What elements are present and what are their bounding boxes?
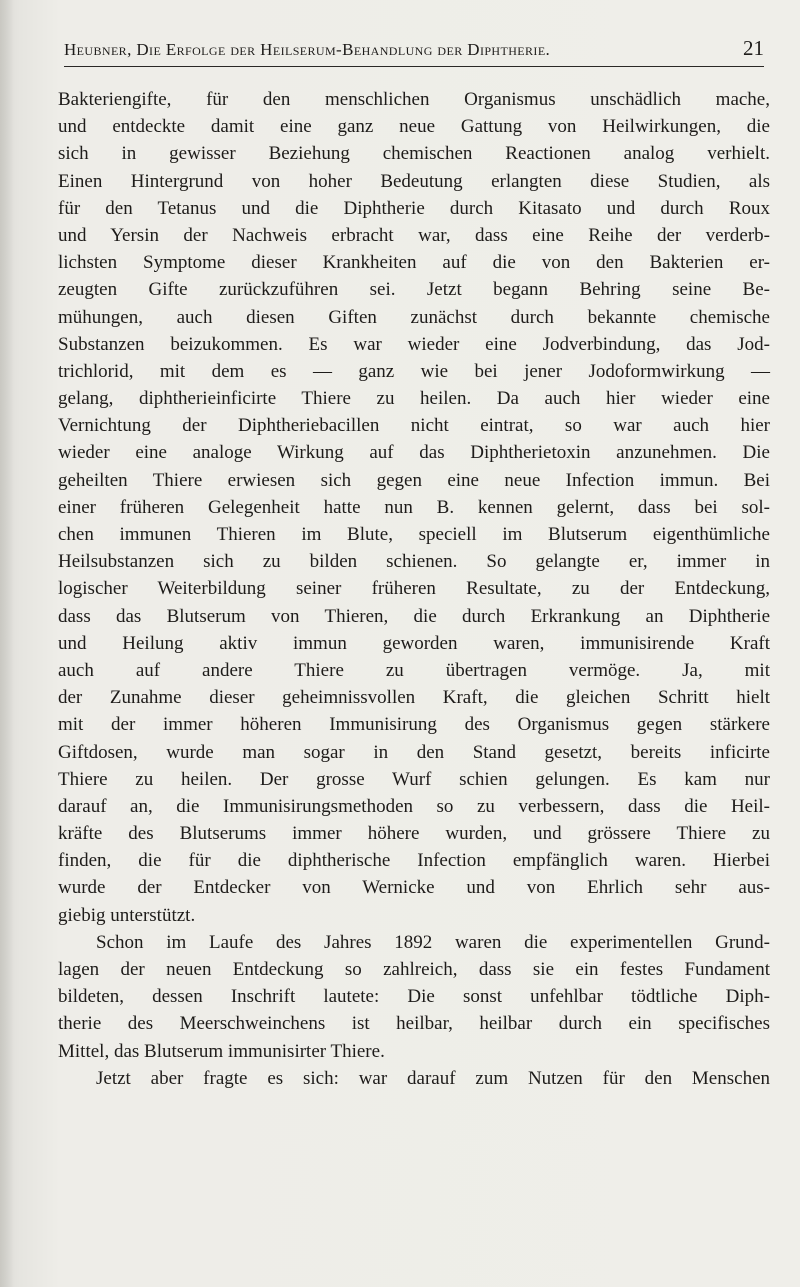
text-line: dass das Blutserum von Thieren, die durch Erkrankung an Diphtherie — [58, 605, 770, 627]
text-line: und entdeckte damit eine ganz neue Gattung von Heilwirkungen, die — [58, 116, 770, 138]
text-line: chen immunen Thieren im Blute, speciell im Blutserum eigenthümliche — [58, 524, 770, 545]
running-title: Heubner, Die Erfolge der Heilserum-Behandlung der Diphtherie. — [64, 40, 551, 59]
text-line: gelang, diphtherieinficirte Thiere zu heilen. Da auch hier wieder eine — [58, 388, 770, 410]
text-line: zeugten Gifte zurückzuführen sei. Jetzt begann Behring seine Be- — [58, 279, 770, 301]
text-line: therie des Meerschweinchens ist heilbar, heilbar durch ein specifisches — [58, 1013, 770, 1035]
text-line: und Yersin der Nachweis erbracht war, dass eine Reihe der verderb- — [58, 224, 770, 246]
text-line: sich in gewisser Beziehung chemischen Reactionen analog verhielt. — [58, 143, 770, 165]
text-line: mit der immer höheren Immunisirung des Organismus gegen stärkere — [58, 714, 770, 736]
text-line: logischer Weiterbildung seiner früheren Resultate, zu der Entdeckung, — [58, 578, 770, 600]
text-line: trichlorid, mit dem es — ganz wie bei jener Jodoformwirkung — — [58, 360, 770, 382]
text-line: der Zunahme dieser geheimnissvollen Kraft, die gleichen Schritt hielt — [58, 687, 770, 709]
text-line: Schon im Laufe des Jahres 1892 waren die experimentellen Grund- — [96, 931, 770, 953]
text-line: lagen der neuen Entdeckung so zahlreich, dass sie ein festes Fundament — [58, 959, 770, 980]
text-line: Bakteriengifte, für den menschlichen Organismus unschädlich mache, — [58, 89, 770, 110]
text-line: mühungen, auch diesen Giften zunächst durch bekannte chemische — [58, 306, 770, 328]
text-line: geheilten Thiere erwiesen sich gegen eine neue Infection immun. Bei — [58, 469, 770, 491]
text-line: einer früheren Gelegenheit hatte nun B. kennen gelernt, dass bei sol- — [58, 496, 770, 518]
page-number: 21 — [743, 36, 764, 60]
binding-shadow — [0, 0, 14, 1287]
text-line: finden, die für die diphtherische Infection empfänglich waren. Hierbei — [58, 850, 770, 872]
text-line: Einen Hintergrund von hoher Bedeutung erlangten diese Studien, als — [58, 170, 770, 192]
page-header — [64, 36, 764, 67]
text-line: wurde der Entdecker von Wernicke und von Ehrlich sehr aus- — [58, 877, 770, 899]
text-line: lichsten Symptome dieser Krankheiten auf die von den Bakterien er- — [58, 252, 770, 274]
text-line: Mittel, das Blutserum immunisirter Thiere. — [58, 1040, 385, 1062]
text-line: giebig unterstützt. — [58, 904, 196, 926]
text-line: Thiere zu heilen. Der grosse Wurf schien gelungen. Es kam nur — [58, 768, 770, 790]
text-line: darauf an, die Immunisirungsmethoden so zu verbessern, dass die Heil- — [58, 795, 770, 817]
text-line: auch auf andere Thiere zu übertragen vermöge. Ja, mit — [58, 659, 770, 681]
text-line: bildeten, dessen Inschrift lautete: Die sonst unfehlbar tödtliche Diph- — [58, 986, 770, 1008]
text-line: Substanzen beizukommen. Es war wieder eine Jodverbindung, das Jod- — [58, 333, 770, 355]
text-line: für den Tetanus und die Diphtherie durch Kitasato und durch Roux — [58, 197, 770, 219]
text-line: Heilsubstanzen sich zu bilden schienen. So gelangte er, immer in — [58, 551, 770, 573]
body-text — [58, 86, 770, 1092]
text-line: Giftdosen, wurde man sogar in den Stand gesetzt, bereits inficirte — [58, 741, 770, 763]
text-line: wieder eine analoge Wirkung auf das Diphtherietoxin anzunehmen. Die — [58, 442, 770, 464]
text-line: und Heilung aktiv immun geworden waren, immunisirende Kraft — [58, 632, 770, 654]
text-line: kräfte des Blutserums immer höhere wurden, und grössere Thiere zu — [58, 823, 770, 845]
text-line: Vernichtung der Diphtheriebacillen nicht eintrat, so war auch hier — [58, 415, 770, 437]
text-line: Jetzt aber fragte es sich: war darauf zum Nutzen für den Menschen — [96, 1067, 770, 1089]
